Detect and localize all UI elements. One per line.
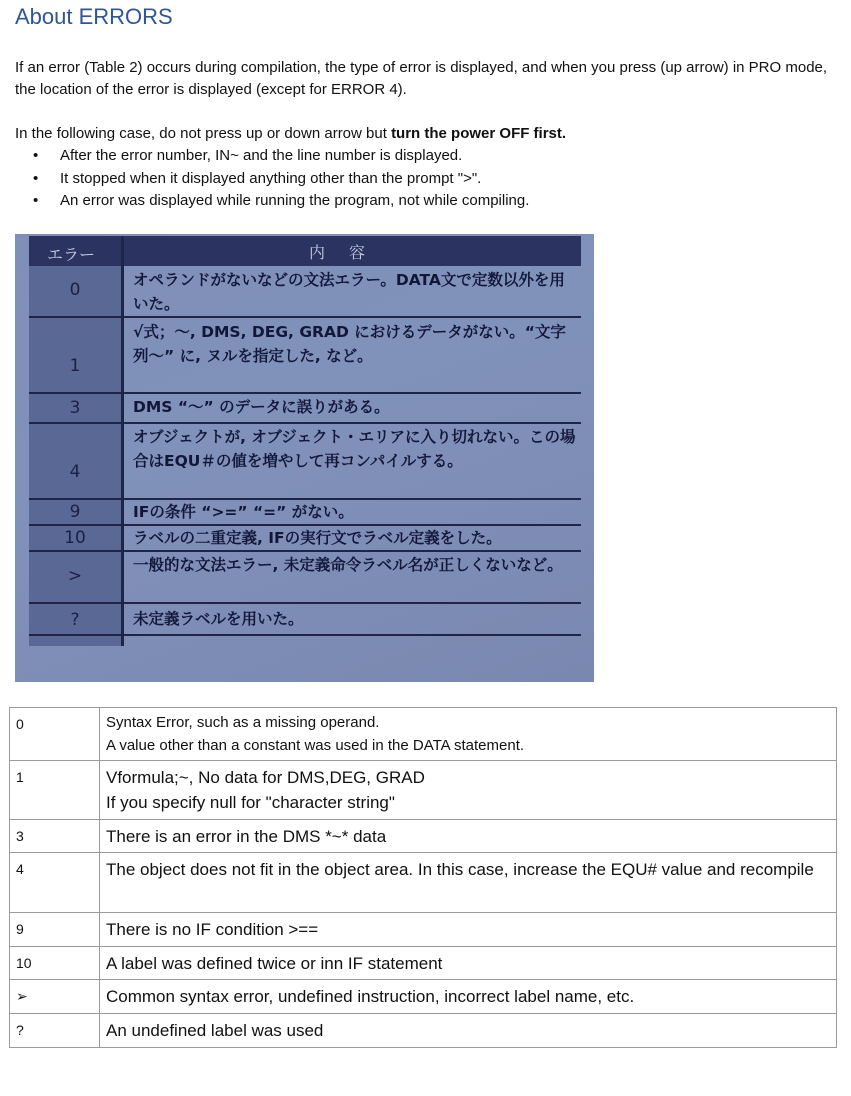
error-desc-line: Syntax Error, such as a missing operand. [106, 714, 380, 731]
photo-row-desc: IFの条件 “>=” “=” がない。 [133, 503, 354, 521]
error-code-cell: 3 [10, 820, 100, 853]
photo-row [29, 604, 581, 636]
list-item [15, 190, 529, 213]
photo-row-desc: ラベルの二重定義, IFの実行文でラベル定義をした。 [133, 529, 502, 547]
photo-row-code: ? [70, 610, 80, 630]
photo-row-desc: 一般的な文法エラー, 未定義命令ラベル名が正しくないなど。 [133, 556, 563, 574]
intro-paragraph: If an error (Table 2) occurs during compilation, the type of error is displayed, and when you press (up arrow) in PRO mode, the location of the error is displayed (except for ERROR 4). [15, 59, 828, 98]
photo-row-code: 3 [69, 398, 81, 418]
photo-row-code: 1 [69, 356, 81, 376]
photo-divider [121, 236, 124, 646]
photo-row [29, 394, 581, 424]
error-desc-cell [100, 947, 837, 980]
list-item [15, 145, 529, 168]
photo-row-code: 9 [69, 502, 81, 522]
translation-table [9, 707, 837, 1048]
bullet-icon: • [33, 147, 39, 164]
photo-table [29, 236, 581, 646]
photo-header-desc: 内容 [309, 243, 390, 262]
error-desc-line: An undefined label was used [106, 1021, 324, 1040]
error-desc-line: If you specify null for "character string" [106, 793, 395, 812]
table-row [10, 853, 837, 913]
error-desc-line: Vformula;~, No data for DMS,DEG, GRAD [106, 768, 425, 787]
list-item [15, 168, 529, 191]
error-desc-line: Common syntax error, undefined instruction, incorrect label name, etc. [106, 987, 635, 1006]
list-item-text: After the error number, IN~ and the line number is displayed. [60, 147, 463, 164]
error-desc-line: There is no IF condition >== [106, 920, 319, 939]
error-desc-line: The object does not fit in the object area. In this case, increase the EQU# value and recompile [106, 860, 814, 879]
photo-row [29, 266, 581, 318]
photo-row-desc: √式；～, DMS, DEG, GRAD におけるデータがない。“文字列～” に, ヌルを指定した, など。 [133, 323, 566, 365]
table-row [10, 913, 837, 947]
photo-header-code: エラー [47, 245, 96, 264]
case-bold-text: turn the power OFF first. [391, 125, 567, 142]
error-desc-cell [100, 853, 837, 913]
photo-row-code: 4 [69, 462, 81, 482]
list-item-text: It stopped when it displayed anything other than the prompt ">". [60, 169, 482, 187]
error-table-photo [15, 234, 594, 682]
case-paragraph [15, 123, 845, 145]
bullet-icon: • [33, 192, 39, 209]
table-row [10, 980, 837, 1014]
photo-row-desc: 未定義ラベルを用いた。 [133, 610, 304, 628]
error-code-cell: 4 [10, 853, 100, 913]
photo-row-code: 0 [69, 280, 81, 300]
error-code-cell: ? [10, 1014, 100, 1048]
error-code-cell: ➢ [10, 980, 100, 1014]
photo-row [29, 318, 581, 394]
photo-header [29, 236, 581, 266]
error-desc-cell [100, 913, 837, 947]
photo-row-code: > [67, 566, 83, 586]
error-desc-cell [100, 761, 837, 820]
condition-list [15, 145, 529, 213]
photo-row [29, 500, 581, 526]
error-desc-cell [100, 708, 837, 761]
error-desc-line: There is an error in the DMS *~* data [106, 827, 387, 846]
error-code-cell: 1 [10, 761, 100, 820]
photo-row [29, 526, 581, 552]
case-text: In the following case, do not press up or down arrow but [15, 125, 392, 142]
table-row [10, 761, 837, 820]
error-desc-cell [100, 820, 837, 853]
photo-row-desc: オブジェクトが, オブジェクト・エリアに入り切れない。この場合はEQU＃の値を増やして再コンパイルする。 [133, 428, 576, 470]
photo-row-desc: DMS “～” のデータに誤りがある。 [133, 398, 390, 416]
table-row [10, 947, 837, 980]
error-code-cell: 9 [10, 913, 100, 947]
error-code-cell: 0 [10, 708, 100, 761]
error-desc-cell [100, 1014, 837, 1048]
page-title: About ERRORS [15, 4, 173, 29]
photo-row [29, 424, 581, 500]
error-desc-line: A label was defined twice or inn IF statement [106, 954, 443, 973]
error-desc-line: A value other than a constant was used in the DATA statement. [106, 737, 525, 754]
list-item-text: An error was displayed while running the program, not while compiling. [60, 192, 530, 209]
error-code-cell: 10 [10, 947, 100, 980]
photo-row [29, 552, 581, 604]
photo-row-code: 10 [64, 528, 86, 548]
photo-row-desc: オペランドがないなどの文法エラー。DATA文で定数以外を用いた。 [133, 271, 565, 313]
bullet-icon: • [33, 169, 39, 187]
table-row [10, 820, 837, 853]
error-desc-cell [100, 980, 837, 1014]
table-row [10, 1014, 837, 1048]
table-row [10, 708, 837, 761]
